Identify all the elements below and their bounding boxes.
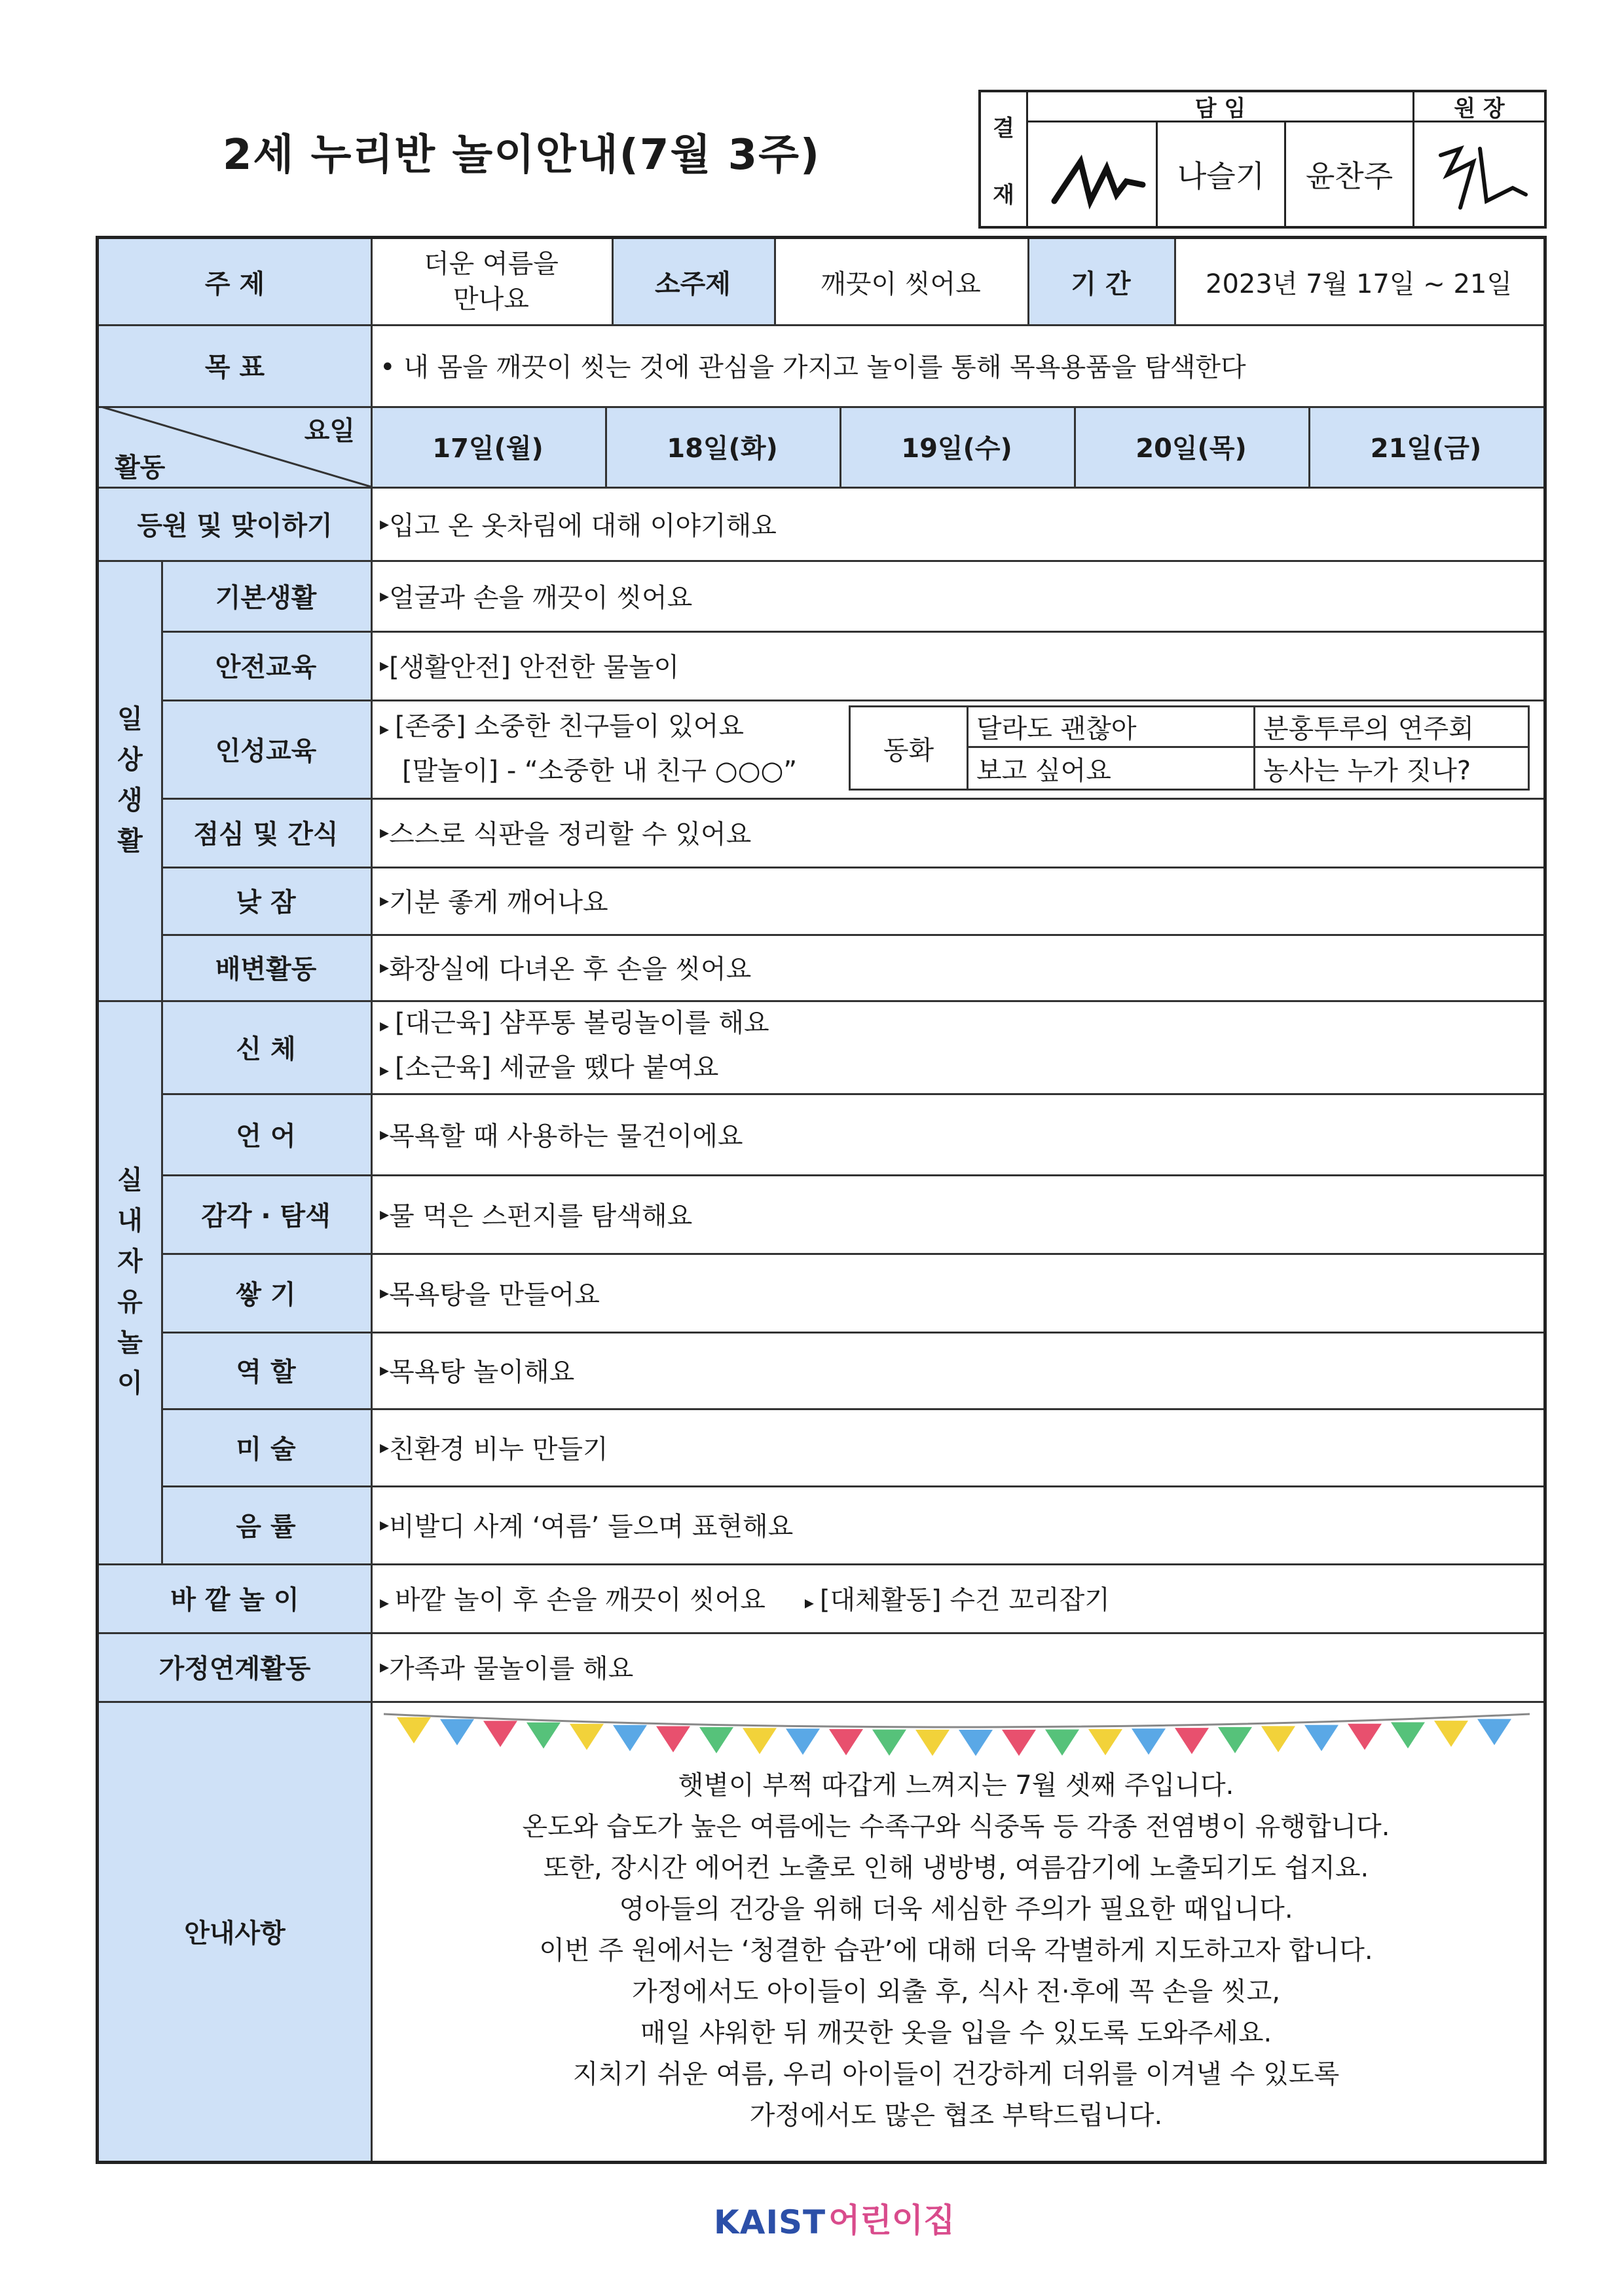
signature-3: 윤찬주 [1286, 122, 1414, 226]
story-4: 농사는 누가 짓나? [1263, 755, 1471, 786]
period-value: 2023년 7월 17일 ~ 21일 [1206, 269, 1512, 299]
logo-text-kindergarten: 어린이집 [828, 2201, 955, 2239]
approval-side-label-2: 재 [993, 181, 1014, 208]
indoor-char-6: 이 [117, 1368, 143, 1398]
signature-scribble-1 [1028, 122, 1158, 226]
blocks-label: 쌓 기 [161, 1253, 371, 1332]
theme-label: 주 제 [99, 239, 371, 324]
signature-scribble-4 [1414, 122, 1544, 226]
sensory-text: ▸ 물 먹은 스펀지를 탐색해요 [371, 1174, 1543, 1253]
bunting-flag [1218, 1727, 1252, 1753]
signature-stamp-4 [1414, 122, 1544, 226]
role-label: 역 할 [161, 1332, 371, 1408]
page-title: 2세 누리반 놀이안내(7월 3주) [223, 131, 821, 179]
story-2: 분홍투루의 연주회 [1255, 707, 1528, 748]
indoor-char-4: 유 [117, 1287, 143, 1317]
arrival-text: ▸ 입고 온 옷차림에 대해 이야기해요 [371, 487, 1543, 560]
safety-text: ▸ [생활안전] 안전한 물놀이 [371, 631, 1543, 700]
nap-label: 낮 잠 [161, 867, 371, 934]
corner-top-label: 요일 [304, 416, 355, 446]
notice-line-7: 매일 샤워한 뒤 깨끗한 옷을 입을 수 있도록 도와주세요. [640, 2018, 1272, 2048]
day-mon: 17일(월) [371, 406, 605, 487]
story-table [849, 705, 1530, 791]
physical-text [371, 1000, 1543, 1093]
kaist-kindergarten-logo [714, 2194, 955, 2241]
bunting-flag [1348, 1724, 1382, 1750]
corner-bottom-label: 활동 [115, 453, 166, 483]
goal-text: • 내 몸을 깨끗이 씻는 것에 관심을 가지고 놀이를 통해 목욕용품을 탐색한다 [380, 352, 1246, 382]
logo-text-kaist: KAIST [714, 2203, 826, 2241]
notice-line-3: 또한, 장시간 에어컨 노출로 인해 냉방병, 여름감기에 노출되기도 쉽지요. [543, 1853, 1369, 1883]
bunting-flag [699, 1727, 733, 1753]
daily-life-char-1: 일 [117, 704, 143, 734]
notice-line-2: 온도와 습도가 높은 여름에는 수족구와 식중독 등 각종 전염병이 유행합니다. [522, 1812, 1390, 1842]
day-thu: 20일(목) [1074, 406, 1308, 487]
approval-box [978, 90, 1547, 229]
approval-side-label-1: 결 [993, 115, 1014, 141]
bunting-flag [829, 1729, 863, 1755]
daily-life-char-4: 활 [117, 826, 143, 856]
safety-label: 안전교육 [161, 631, 371, 700]
bunting-flag [613, 1725, 647, 1751]
role-text: ▸ 목욕탕 놀이해요 [371, 1332, 1543, 1408]
nap-text: ▸ 기분 좋게 깨어나요 [371, 867, 1543, 934]
indoor-char-1: 실 [117, 1165, 143, 1195]
notice-line-9: 가정에서도 많은 협조 부탁드립니다. [749, 2100, 1163, 2131]
day-wed: 19일(수) [840, 406, 1074, 487]
bunting-flag [656, 1726, 690, 1752]
signature-2: 나슬기 [1158, 122, 1286, 226]
bunting-flag [786, 1728, 820, 1755]
notice-line-6: 가정에서도 아이들이 외출 후, 식사 전·후에 꼭 손을 씻고, [632, 1977, 1280, 2007]
indoor-play-group [99, 1000, 161, 1563]
bunting-flag [483, 1721, 517, 1747]
daily-life-char-3: 생 [117, 785, 143, 815]
music-text: ▸ 비발디 사계 ‘여름’ 들으며 표현해요 [371, 1485, 1543, 1563]
character-text [371, 700, 849, 798]
subtheme-value: 깨끗이 씻어요 [821, 269, 981, 299]
physical-line1: ▸ [대근육] 샴푸통 볼링놀이를 해요 [380, 1002, 769, 1047]
basic-life-label: 기본생활 [161, 560, 371, 631]
bunting-flag [1175, 1728, 1209, 1754]
art-label: 미 술 [161, 1408, 371, 1485]
homeroom-label: 담 임 [1028, 92, 1414, 122]
subtheme-label: 소주제 [612, 239, 774, 324]
bunting-flag [959, 1730, 993, 1756]
toilet-text: ▸ 화장실에 다녀온 후 손을 씻어요 [371, 934, 1543, 1000]
language-text: ▸ 목욕할 때 사용하는 물건이에요 [371, 1093, 1543, 1174]
lunch-label: 점심 및 간식 [161, 798, 371, 867]
notice-line-1: 햇볕이 부쩍 따갑게 느껴지는 7월 셋째 주입니다. [678, 1770, 1234, 1801]
sensory-label: 감각 · 탐색 [161, 1174, 371, 1253]
toilet-label: 배변활동 [161, 934, 371, 1000]
bunting-flag [1045, 1730, 1079, 1756]
notice-line-4: 영아들의 건강을 위해 더욱 세심한 주의가 필요한 때입니다. [619, 1894, 1293, 1924]
home-label: 가정연계활동 [99, 1632, 371, 1701]
bunting-flag [440, 1719, 474, 1745]
bunting-flag [743, 1728, 777, 1754]
day-fri: 21일(금) [1308, 406, 1543, 487]
basic-life-text: ▸ 얼굴과 손을 깨끗이 씻어요 [371, 560, 1543, 631]
character-line2: [말놀이] - “소중한 내 친구 ○○○” [402, 756, 798, 786]
bunting-flag [1434, 1721, 1468, 1747]
daily-life-group [99, 560, 161, 1000]
theme-value-line1: 더운 여름을 [424, 249, 559, 279]
notice-text [367, 1765, 1545, 2136]
bunting-flag [1391, 1723, 1425, 1749]
character-label: 인성교육 [161, 700, 371, 798]
bunting-flag [397, 1717, 431, 1744]
outdoor-text [371, 1563, 1543, 1632]
character-line1: ▸ [존중] 소중한 친구들이 있어요 [380, 705, 744, 750]
art-text: ▸ 친환경 비누 만들기 [371, 1408, 1543, 1485]
bunting-flag [1477, 1719, 1511, 1745]
outdoor-text2: ▸ [대체활동] 수건 꼬리잡기 [805, 1579, 1110, 1616]
blocks-text: ▸ 목욕탕을 만들어요 [371, 1253, 1543, 1332]
indoor-char-5: 놀 [117, 1328, 143, 1358]
physical-line2: ▸ [소근육] 세균을 뗐다 붙여요 [380, 1047, 718, 1091]
indoor-char-3: 자 [117, 1246, 143, 1277]
notice-line-8: 지치기 쉬운 여름, 우리 아이들이 건강하게 더위를 이겨낼 수 있도록 [572, 2059, 1340, 2089]
bunting-flag [570, 1724, 604, 1750]
director-label: 원 장 [1414, 92, 1544, 122]
lunch-text: ▸ 스스로 식판을 정리할 수 있어요 [371, 798, 1543, 867]
period-label: 기 간 [1027, 239, 1174, 324]
bunting-flag [872, 1730, 906, 1756]
theme-value-line2: 만나요 [453, 284, 529, 314]
notice-line-5: 이번 주 원에서는 ‘청결한 습관’에 대해 더욱 각별하게 지도하고자 합니다. [539, 1935, 1373, 1966]
bunting-flag [1088, 1729, 1122, 1755]
home-text: ▸ 가족과 물놀이를 해요 [371, 1632, 1543, 1701]
goal-label: 목 표 [99, 324, 371, 406]
story-label: 동화 [851, 707, 969, 789]
daily-life-char-2: 상 [117, 745, 143, 775]
outdoor-label: 바 깥 놀 이 [99, 1563, 371, 1632]
language-label: 언 어 [161, 1093, 371, 1174]
story-3: 보고 싶어요 [969, 748, 1255, 789]
theme-value [371, 239, 612, 324]
bunting-flag [526, 1723, 561, 1749]
signature-stamp-1 [1028, 122, 1158, 226]
day-tue: 18일(화) [605, 406, 840, 487]
bunting-flag [1304, 1725, 1338, 1751]
bunting-flag [1002, 1730, 1036, 1756]
physical-label: 신 체 [161, 1000, 371, 1093]
bunting-flag [915, 1730, 950, 1756]
arrival-label: 등원 및 맞이하기 [99, 487, 371, 560]
bunting-flag [1132, 1728, 1166, 1755]
story-1: 달라도 괜찮아 [969, 707, 1255, 748]
indoor-char-2: 내 [117, 1206, 143, 1236]
outdoor-text1: ▸ 바깥 놀이 후 손을 깨끗이 씻어요 [380, 1579, 766, 1616]
day-corner [99, 406, 371, 487]
notice-label: 안내사항 [99, 1701, 371, 2161]
bunting-flag [1261, 1726, 1295, 1752]
music-label: 음 률 [161, 1485, 371, 1563]
